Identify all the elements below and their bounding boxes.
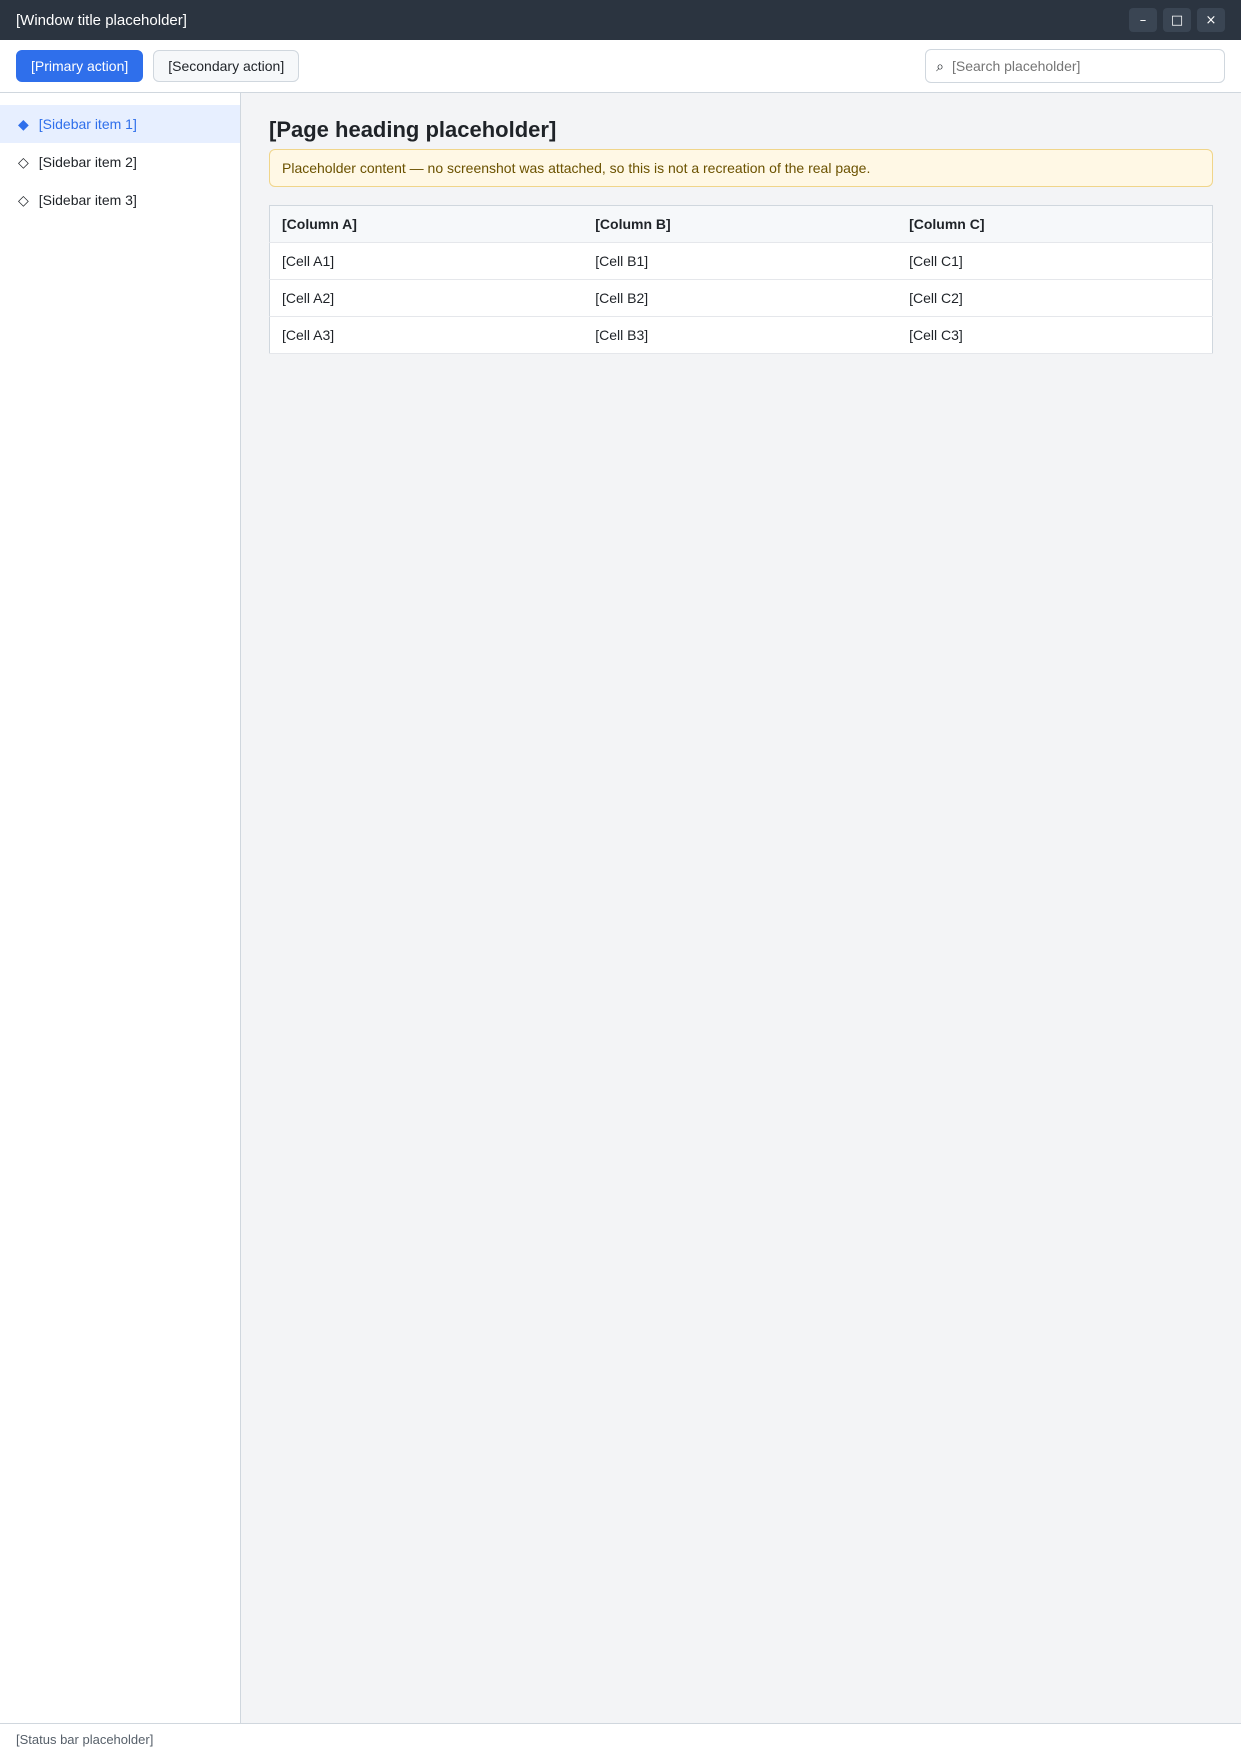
sidebar <box>0 93 241 1723</box>
table-header-row <box>270 206 1213 243</box>
page-title: [Page heading placeholder] <box>269 117 557 142</box>
table-cell: [Cell B1] <box>583 243 897 280</box>
table-cell: [Cell C1] <box>897 243 1212 280</box>
main-panel <box>241 93 1241 1723</box>
sidebar-item[interactable] <box>0 105 240 143</box>
status-text: [Status bar placeholder] <box>16 1731 154 1747</box>
table-row[interactable] <box>270 243 1213 280</box>
sidebar-item-icon: ◆ <box>18 115 29 132</box>
search-icon: ⌕ <box>936 57 944 74</box>
table-cell: [Cell C3] <box>897 317 1212 354</box>
maximize-button[interactable]: □ <box>1163 8 1191 32</box>
table-row[interactable] <box>270 317 1213 354</box>
column-header[interactable]: [Column C] <box>897 206 1212 243</box>
column-header[interactable]: [Column B] <box>583 206 897 243</box>
sidebar-item[interactable] <box>0 181 240 219</box>
content-area <box>0 93 1241 1723</box>
secondary-action-button[interactable]: [Secondary action] <box>153 50 299 82</box>
sidebar-item-icon: ◇ <box>18 191 29 208</box>
minimize-button[interactable]: – <box>1129 8 1157 32</box>
sidebar-item[interactable] <box>0 143 240 181</box>
sidebar-item-label: [Sidebar item 2] <box>38 154 137 170</box>
window-title: [Window title placeholder] <box>16 11 187 29</box>
table-cell: [Cell C2] <box>897 280 1212 317</box>
table-cell: [Cell A2] <box>270 280 584 317</box>
sidebar-item-label: [Sidebar item 1] <box>38 116 137 132</box>
search-box <box>925 49 1225 83</box>
sidebar-item-label: [Sidebar item 3] <box>38 192 137 208</box>
sidebar-item-icon: ◇ <box>18 153 29 170</box>
data-table <box>269 205 1213 354</box>
table-cell: [Cell A3] <box>270 317 584 354</box>
title-bar <box>0 0 1241 40</box>
table-row[interactable] <box>270 280 1213 317</box>
table-cell: [Cell A1] <box>270 243 584 280</box>
close-button[interactable]: × <box>1197 8 1225 32</box>
table-cell: [Cell B3] <box>583 317 897 354</box>
placeholder-notice: Placeholder content — no screenshot was attached, so this is not a recreation of the real page. <box>269 149 1213 187</box>
column-header[interactable]: [Column A] <box>270 206 584 243</box>
search-input[interactable] <box>950 57 1214 75</box>
table-cell: [Cell B2] <box>583 280 897 317</box>
toolbar <box>0 40 1241 93</box>
primary-action-button[interactable]: [Primary action] <box>16 50 143 82</box>
status-bar <box>0 1723 1241 1754</box>
